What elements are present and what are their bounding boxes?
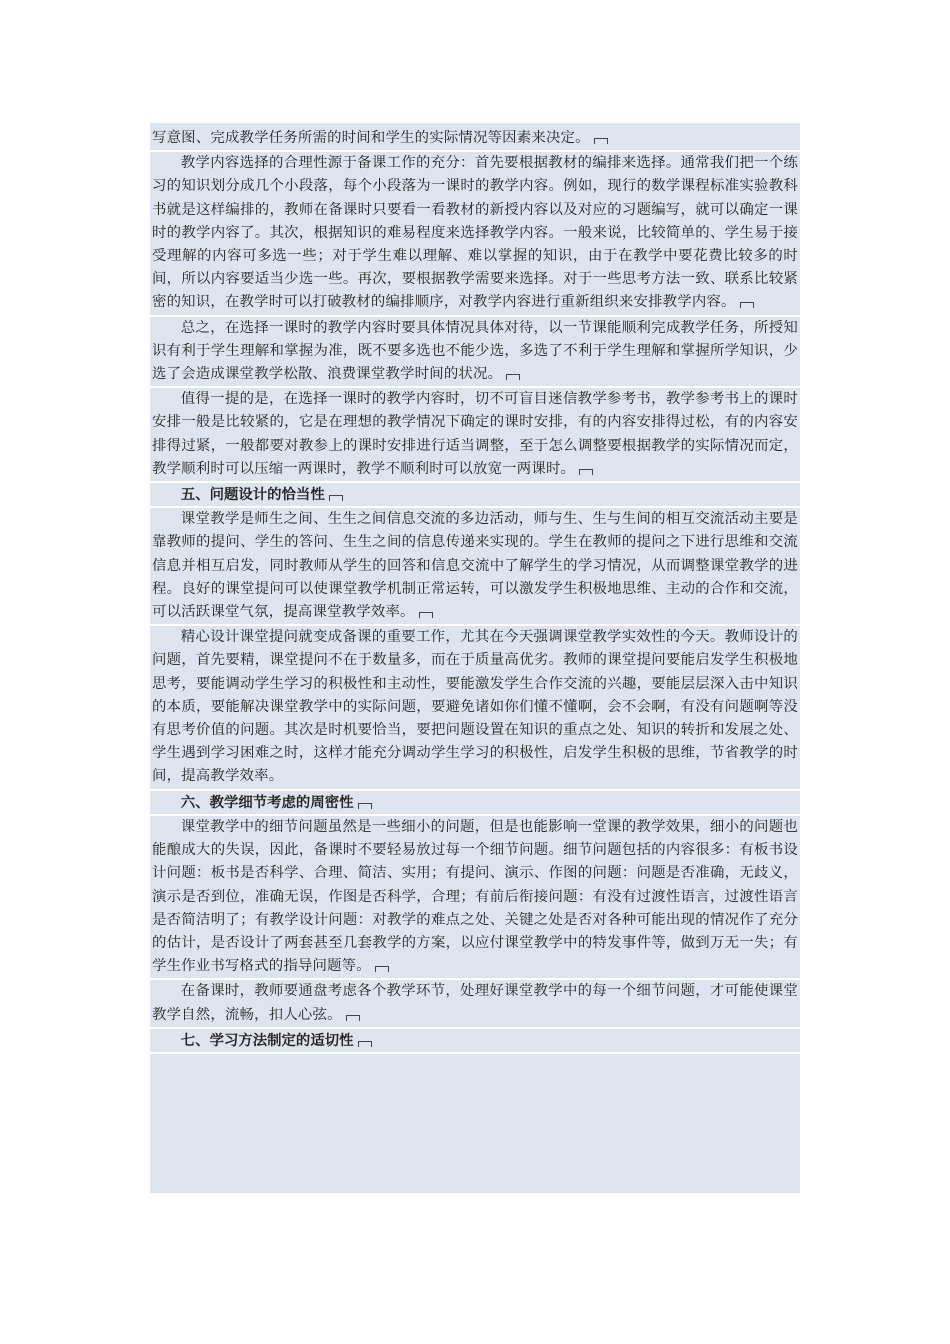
paragraph-1 [150, 127, 800, 152]
section-heading-7 [150, 1029, 800, 1054]
paragraph-mark-icon [419, 612, 433, 618]
paragraph-mark-icon [329, 495, 343, 501]
section-heading-6-text: 六、教学细节考虑的周密性 [180, 793, 354, 811]
paragraph-1-text: 写意图、完成教学任务所需的时间和学生的实际情况等因素来决定。 [152, 130, 590, 146]
paragraph-mark-icon [579, 469, 593, 475]
paragraph-mark-icon [358, 1041, 372, 1047]
paragraph-2-text: 教学内容选择的合理性源于备课工作的充分：首先要根据教材的编排来选择。通常我们把一个练习的知识划分成几个小段落，每个小段落为一课时的教学内容。例如，现行的数学课程标准实验教科书就是这样编排的，教师在备课时只要看一看教材的新授内容以及对应的习题编写，就可以确定一课时的教学内容了。其次，根据知识的难易程度来选择教学内容。一般来说，比较简单的、学生易于接受理解的内容可多选一些；对于学生难以理解、难以掌握的知识，由于在教学中要花费比较多的时间，所以内容要适当少选一些。再次，要根据教学需要来选择。对于一些思考方法一致、联系比较紧密的知识，在教学时可以打破教材的编排顺序，对教学内容进行重新组织来安排教学内容。 [152, 155, 798, 311]
paragraph-3-text: 总之，在选择一课时的教学内容时要具体情况具体对待，以一节课能顺利完成教学任务，所授知识有利于学生理解和掌握为准，既不要多选也不能少选，多选了不利于学生理解和掌握所学知识，少选了会造成课堂教学松散、浪费课堂教学时间的状况。 [152, 319, 798, 383]
section-heading-5-text: 五、问题设计的恰当性 [180, 486, 325, 504]
paragraph-2 [150, 152, 800, 316]
paragraph-7 [150, 626, 800, 790]
paragraph-10-text: 在备课时，教师要通盘考虑各个教学环节，处理好课堂教学中的每一个细节问题，才可能使课堂教学自然，流畅，扣人心弦。 [152, 983, 798, 1023]
paragraph-mark-icon [740, 302, 754, 308]
paragraph-3 [150, 317, 800, 389]
section-heading-5 [150, 483, 800, 508]
paragraph-9 [150, 816, 800, 980]
paragraph-mark-icon [358, 803, 372, 809]
paragraph-4 [150, 388, 800, 483]
section-heading-7-text: 七、学习方法制定的适切性 [180, 1031, 354, 1049]
paragraph-mark-icon [506, 374, 520, 380]
paragraph-mark-icon [375, 966, 389, 972]
paragraph-mark-icon [346, 1015, 360, 1021]
paragraph-4-text: 值得一提的是，在选择一课时的教学内容时，切不可盲目迷信教学参考书，教学参考书上的课时安排一般是比较紧的，它是在理想的教学情况下确定的课时安排，有的内容安排得过松，有的内容安排得过紧，一般都要对教参上的课时安排进行适当调整，至于怎么调整要根据教学的实际情况而定，教学顺利时可以压缩一两课时，教学不顺利时可以放宽一两课时。 [152, 391, 798, 477]
paragraph-6 [150, 508, 800, 626]
paragraph-6-text: 课堂教学是师生之间、生生之间信息交流的多边活动，师与生、生与生间的相互交流活动主要是靠教师的提问、学生的答问、生生之间的信息传递来实现的。学生在教师的提问之下进行思维和交流信息并相互启发，同时教师从学生的回答和信息交流中了解学生的学习情况，从而调整课堂教学的进程。良好的课堂提问可以使课堂教学机制正常运转，可以激发学生积极地思维、主动的合作和交流，可以活跃课堂气氛，提高课堂教学效率。 [152, 511, 798, 621]
paragraph-9-text: 课堂教学中的细节问题虽然是一些细小的问题，但是也能影响一堂课的教学效果，细小的问题也能酿成大的失误，因此，备课时不要轻易放过每一个细节问题。细节问题包括的内容很多：有板书设计问题：板书是否科学、合理、简洁、实用；有提问、演示、作图的问题：问题是否准确，无歧义，演示是否到位，准确无误，作图是否科学，合理；有前后衔接问题：有没有过渡性语言，过渡性语言是否简洁明了；有教学设计问题：对教学的难点之处、关键之处是否对各种可能出现的情况作了充分的估计，是否设计了两套甚至几套教学的方案，以应付课堂教学中的特发事件等，做到万无一失；有学生作业书写格式的指导问题等。 [152, 818, 798, 975]
paragraph-10 [150, 980, 800, 1028]
document-body [150, 123, 800, 1193]
paragraph-mark-icon [594, 138, 608, 144]
paragraph-7-text: 精心设计课堂提问就变成备课的重要工作，尤其在今天强调课堂教学实效性的今天。教师设计的问题，首先要精，课堂提问不在于数量多，而在于质量高优劣。教师的课堂提问要能启发学生积极地思考，要能调动学生学习的积极性和主动性，要能激发学生合作交流的兴趣，要能层层深入击中知识的本质，要能解决课堂教学中的实际问题，要避免诸如你们懂不懂啊，会不会啊，有没有问题啊等没有思考价值的问题。其次是时机要恰当，要把问题设置在知识的重点之处、知识的转折和发展之处、学生遇到学习困难之时，这样才能充分调动学生学习的积极性，启发学生积极的思维，节省教学的时间，提高教学效率。 [152, 629, 798, 785]
section-heading-6 [150, 791, 800, 816]
